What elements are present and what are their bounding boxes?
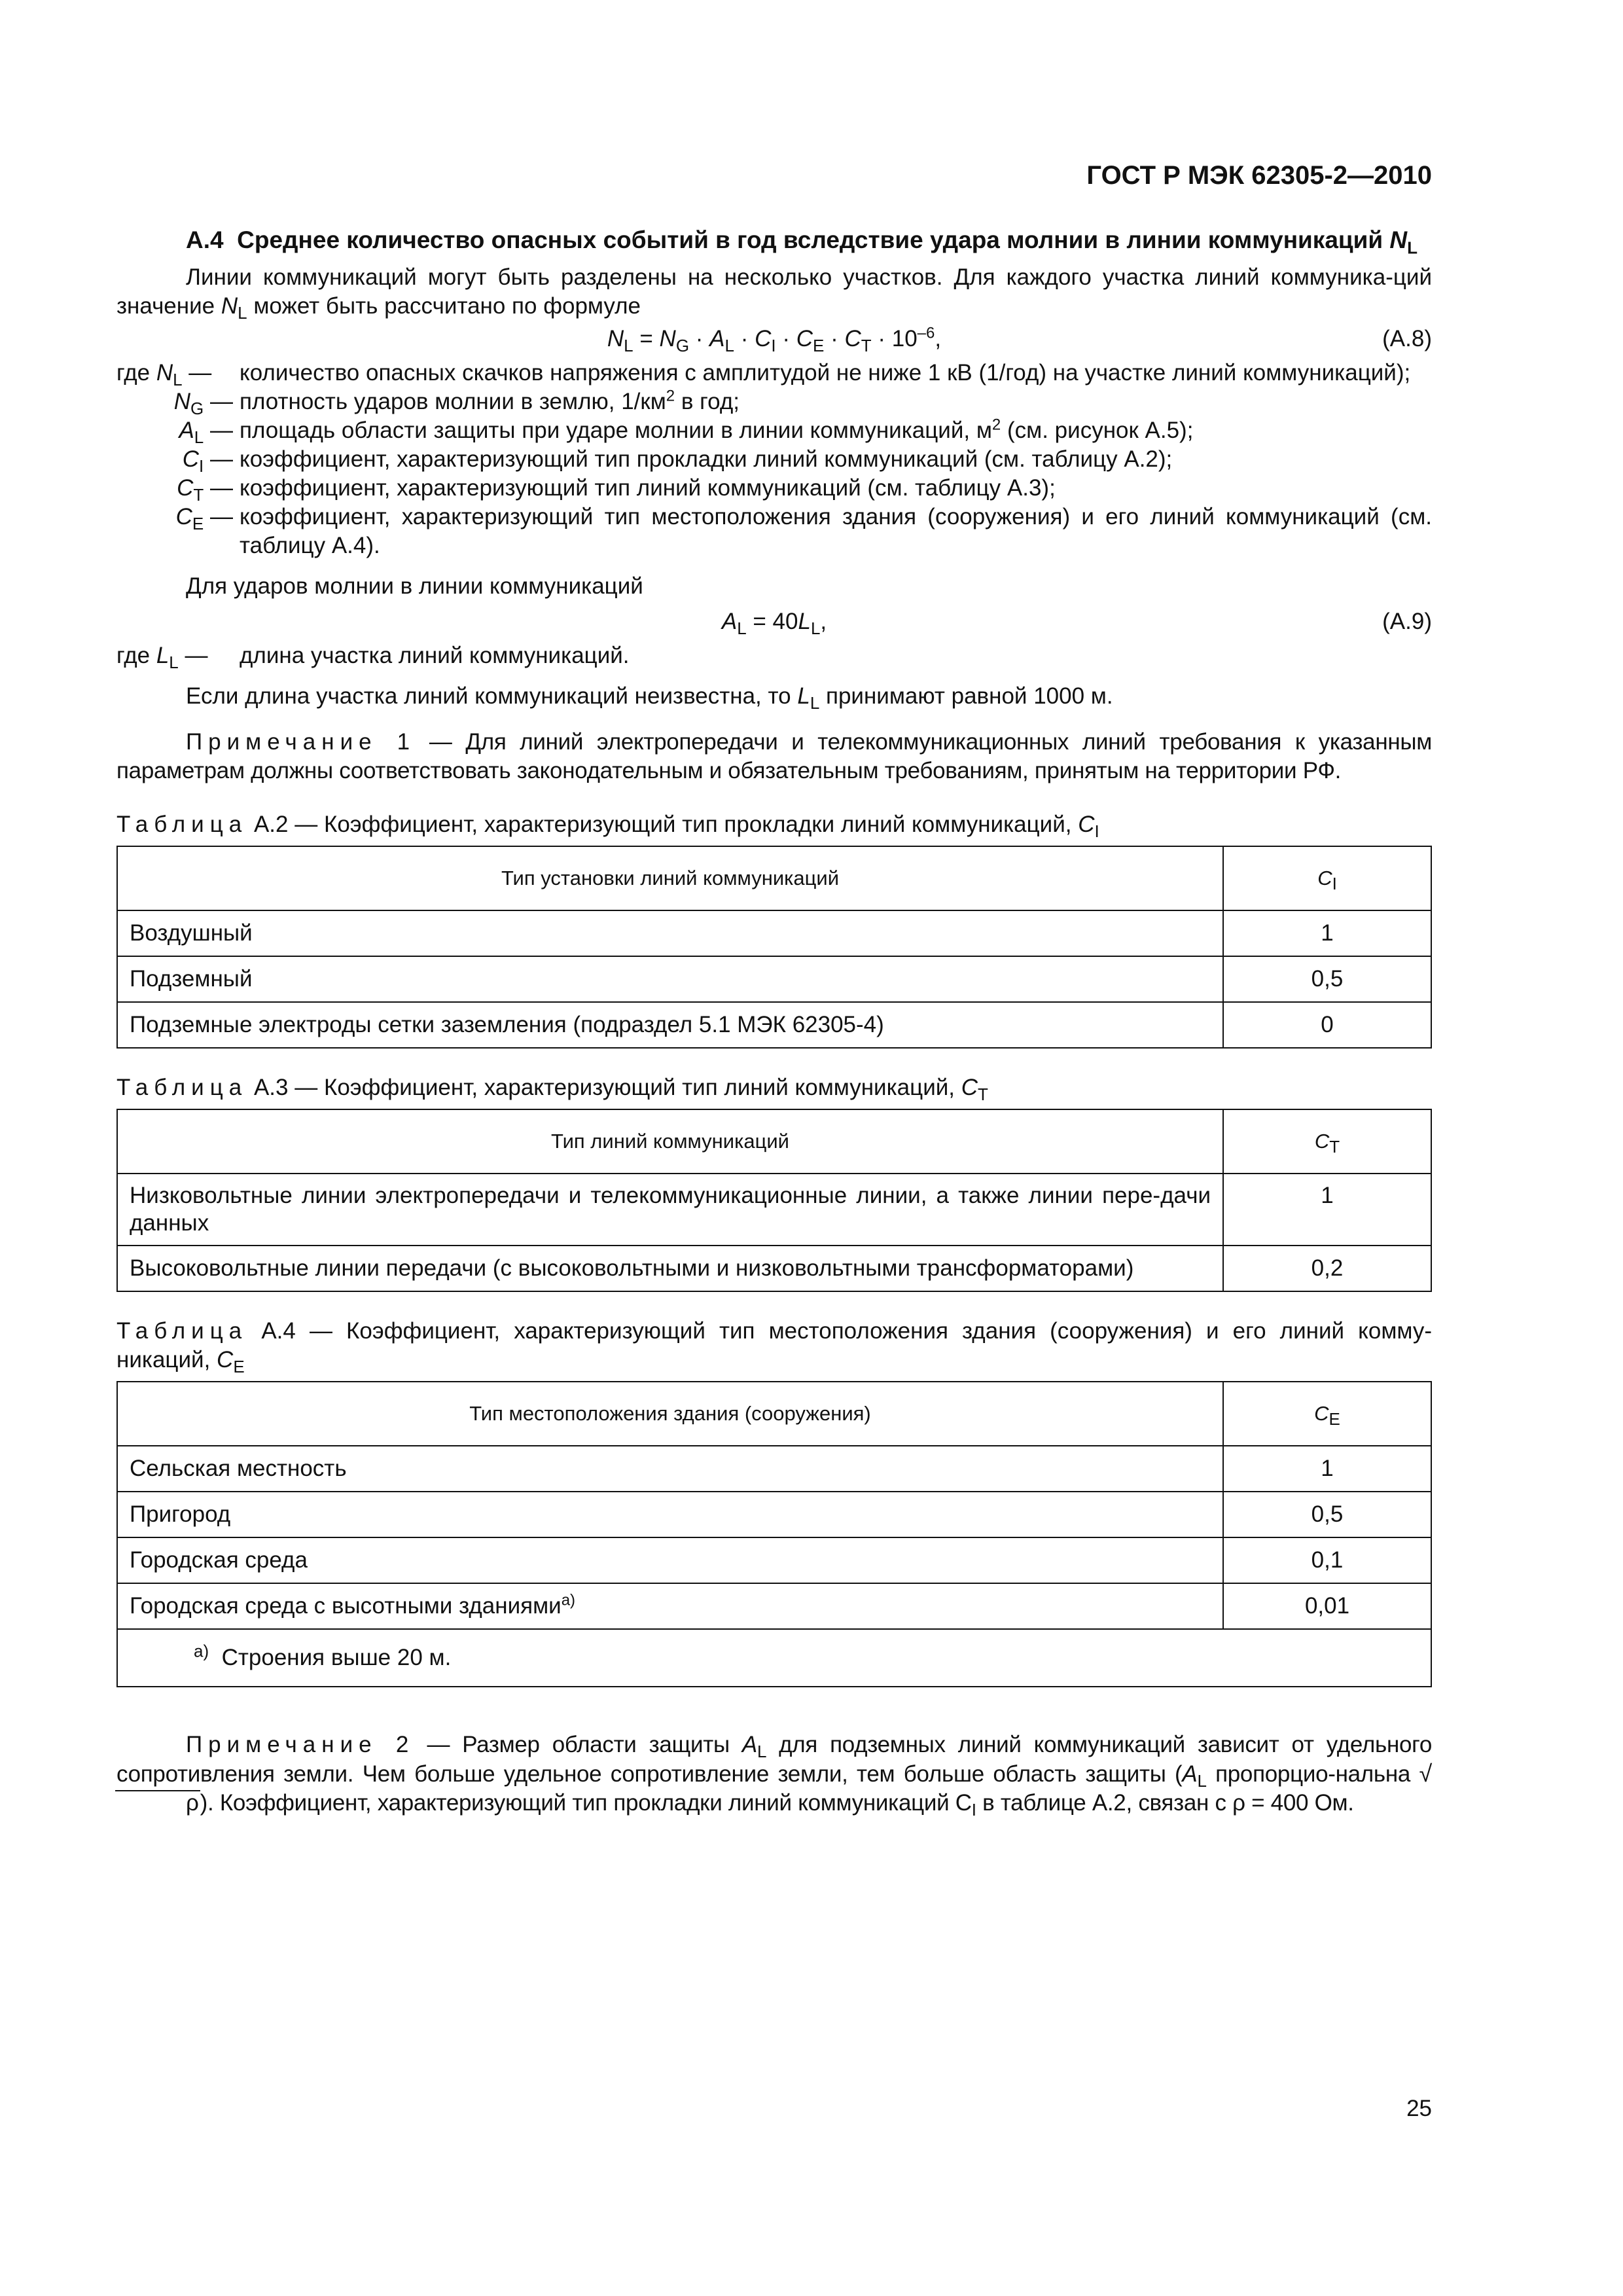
- table-cell-value: 0,5: [1223, 956, 1431, 1002]
- table-a4: [116, 1381, 1432, 1687]
- section-title-symbol: N: [1389, 226, 1408, 253]
- table-header-coefficient: $C_T$: [1223, 1109, 1431, 1174]
- formula-a9-number: (А.9): [1382, 609, 1432, 634]
- formula-a9: [116, 607, 1432, 639]
- section-heading: [186, 225, 1432, 258]
- table-row: [117, 1246, 1431, 1291]
- table-cell-value: 1: [1223, 1446, 1431, 1492]
- table-row: [117, 1002, 1431, 1048]
- table-row: [117, 910, 1431, 956]
- table-cell-value: 0,1: [1223, 1537, 1431, 1583]
- standard-designation: ГОСТ Р МЭК 62305-2—2010: [1086, 161, 1432, 190]
- ll-definition: [116, 641, 1432, 670]
- table-cell-type: Низковольтные линии электропередачи и телекоммуникационные линии, а также линии пере-дачи данных: [117, 1174, 1223, 1246]
- formula-a8-expression: $N_L = N_G \cdot A_L \cdot C_I \cdot C_E \cdot C_T \cdot 10^{-6}$,: [607, 324, 942, 355]
- formula-a8: [116, 325, 1432, 356]
- definition-text: площадь области защиты при ударе молнии в линии коммуникаций, $м^2$ (см. рисунок А.5);: [240, 416, 1194, 443]
- formula-a8-number: (А.8): [1382, 326, 1432, 351]
- table-cell-type: Подземные электроды сетки заземления (подраздел 5.1 МЭК 62305-4): [117, 1002, 1223, 1048]
- note-1-label: Примечание 1: [186, 729, 416, 755]
- formula-a9-expression: $A_L = 40L_L$,: [721, 609, 827, 638]
- table-cell-type: Воздушный: [117, 910, 1223, 956]
- table-header-coefficient: $C_E$: [1223, 1382, 1431, 1446]
- definition-text: плотность ударов молнии в землю, $1/км^2$ в год;: [240, 387, 740, 414]
- table-row: [117, 956, 1431, 1002]
- page-number: 25: [1406, 2096, 1432, 2121]
- definition-symbol: $C_T$ —: [177, 475, 233, 505]
- table-header-type: Тип местоположения здания (сооружения): [117, 1382, 1223, 1446]
- variable-definitions: [116, 359, 1432, 560]
- table-cell-value: 0,01: [1223, 1583, 1431, 1629]
- table-header-row: [117, 1382, 1431, 1446]
- table-header-coefficient: $C_I$: [1223, 846, 1431, 910]
- note-2-label: Примечание 2: [186, 1732, 415, 1757]
- table-cell-type: Пригород: [117, 1492, 1223, 1537]
- page-body: [116, 151, 1432, 1818]
- lightning-paragraph: Для ударов молнии в линии коммуникаций: [186, 573, 643, 599]
- unknown-length-paragraph: Если длина участка линий коммуникаций неизвестна, то $L_L$ принимают равной 1000 м.: [186, 683, 1113, 713]
- table-cell-type: Высоковольтные линии передачи (с высоковольтными и низковольтными трансформаторами): [117, 1246, 1223, 1291]
- definition-symbol: $N_G$ —: [173, 389, 233, 418]
- table-footnote: $^{а)}$ Строения выше 20 м.: [117, 1629, 1431, 1687]
- definition-symbol: где $N_L$ —: [116, 360, 212, 389]
- table-cell-type: Сельская местность: [117, 1446, 1223, 1492]
- rho-radicand: ρ: [115, 1790, 200, 1815]
- table-row: [117, 1537, 1431, 1583]
- intro-text-2: может быть рассчитано по формуле: [247, 293, 641, 319]
- definition-row: [116, 641, 1432, 670]
- table-row: [117, 1492, 1431, 1537]
- definition-row: [116, 387, 1432, 416]
- table-header-type: Тип установки линий коммуникаций: [117, 846, 1223, 910]
- table-row: [117, 1446, 1431, 1492]
- table-row: [117, 1583, 1431, 1629]
- table-cell-type: Подземный: [117, 956, 1223, 1002]
- section-title: Среднее количество опасных событий в год вследствие удара молнии в линии коммуникаций: [237, 226, 1383, 253]
- section-title-symbol-sub: L: [1407, 238, 1418, 258]
- definition-symbol: $C_E$ —: [175, 504, 233, 533]
- table-a3-caption: Таблица А.3 — Коэффициент, характеризующий тип линий коммуникаций, $C_T$: [116, 1075, 988, 1104]
- table-cell-type: Городская среда с высотными зданиями$^{а)}$: [117, 1583, 1223, 1629]
- definition-symbol: $A_L$ —: [179, 418, 233, 447]
- table-row: [117, 1174, 1431, 1246]
- table-a3: [116, 1109, 1432, 1292]
- table-header-row: [117, 1109, 1431, 1174]
- table-cell-value: 1: [1223, 1174, 1431, 1246]
- definition-text: коэффициент, характеризующий тип местоположения здания (сооружения) и его линий коммуникаций (см. таблицу А.4).: [240, 504, 1432, 558]
- definition-text: длина участка линий коммуникаций.: [240, 643, 630, 668]
- table-header-type: Тип линий коммуникаций: [117, 1109, 1223, 1174]
- definition-symbol: где $L_L$ —: [116, 643, 208, 672]
- note-1: [116, 728, 1432, 785]
- definition-row: [116, 503, 1432, 560]
- table-a2-caption: Таблица А.2 — Коэффициент, характеризующий тип прокладки линий коммуникаций, $C_I$: [116, 812, 1099, 841]
- intro-text-1: Линии коммуникаций могут быть разделены на несколько участков. Для каждого участка линий коммуника-ций значение: [116, 264, 1432, 319]
- definition-row: [116, 445, 1432, 474]
- intro-paragraph: Линии коммуникаций могут быть разделены на несколько участков. Для каждого участка линий коммуника-ций значение $N_L$ может быть рассчитано по формуле: [116, 264, 1432, 323]
- table-a2: [116, 846, 1432, 1049]
- definition-row: [116, 416, 1432, 445]
- footnote-ref: а): [561, 1591, 576, 1609]
- table-cell-value: 0,5: [1223, 1492, 1431, 1537]
- note-1-text: — Для линий электропередачи и телекоммуникационных линий требования к указанным параметрам должны соответствовать законодательным и обязательным требованиям, принятым на территории РФ.: [116, 729, 1432, 783]
- table-cell-value: 0,2: [1223, 1246, 1431, 1291]
- table-cell-value: 1: [1223, 910, 1431, 956]
- definition-text: количество опасных скачков напряжения с амплитудой не ниже 1 кВ (1/год) на участке линий коммуникаций);: [240, 360, 1411, 386]
- note-2: Примечание 2 — Размер области защиты $A_L$ для подземных линий коммуникаций зависит от удельного сопротивления земли. Чем больше удельное сопротивление земли, тем больше область защиты ($A_L$ пропорцио-нальна √ρ). Коэффициент, характеризующий тип прокладки линий коммуникаций $C_I$ в таблице А.2, связан с ρ = 400 Ом.: [116, 1732, 1433, 1820]
- definition-symbol: $C_I$ —: [182, 446, 233, 476]
- definition-text: коэффициент, характеризующий тип прокладки линий коммуникаций (см. таблицу А.2);: [240, 446, 1173, 472]
- definition-row: [116, 474, 1432, 503]
- sqrt-sign: √: [1419, 1760, 1432, 1787]
- table-header-row: [117, 846, 1431, 910]
- section-number: А.4: [186, 226, 224, 253]
- table-cell-value: 0: [1223, 1002, 1431, 1048]
- table-footnote-row: [117, 1629, 1431, 1687]
- definition-row: [116, 359, 1432, 387]
- table-a4-caption: Таблица А.4 — Коэффициент, характеризующий тип местоположения здания (сооружения) и его линий комму-никаций, $C_E$: [116, 1318, 1432, 1376]
- table-cell-type: Городская среда: [117, 1537, 1223, 1583]
- definition-text: коэффициент, характеризующий тип линий коммуникаций (см. таблицу А.3);: [240, 475, 1056, 501]
